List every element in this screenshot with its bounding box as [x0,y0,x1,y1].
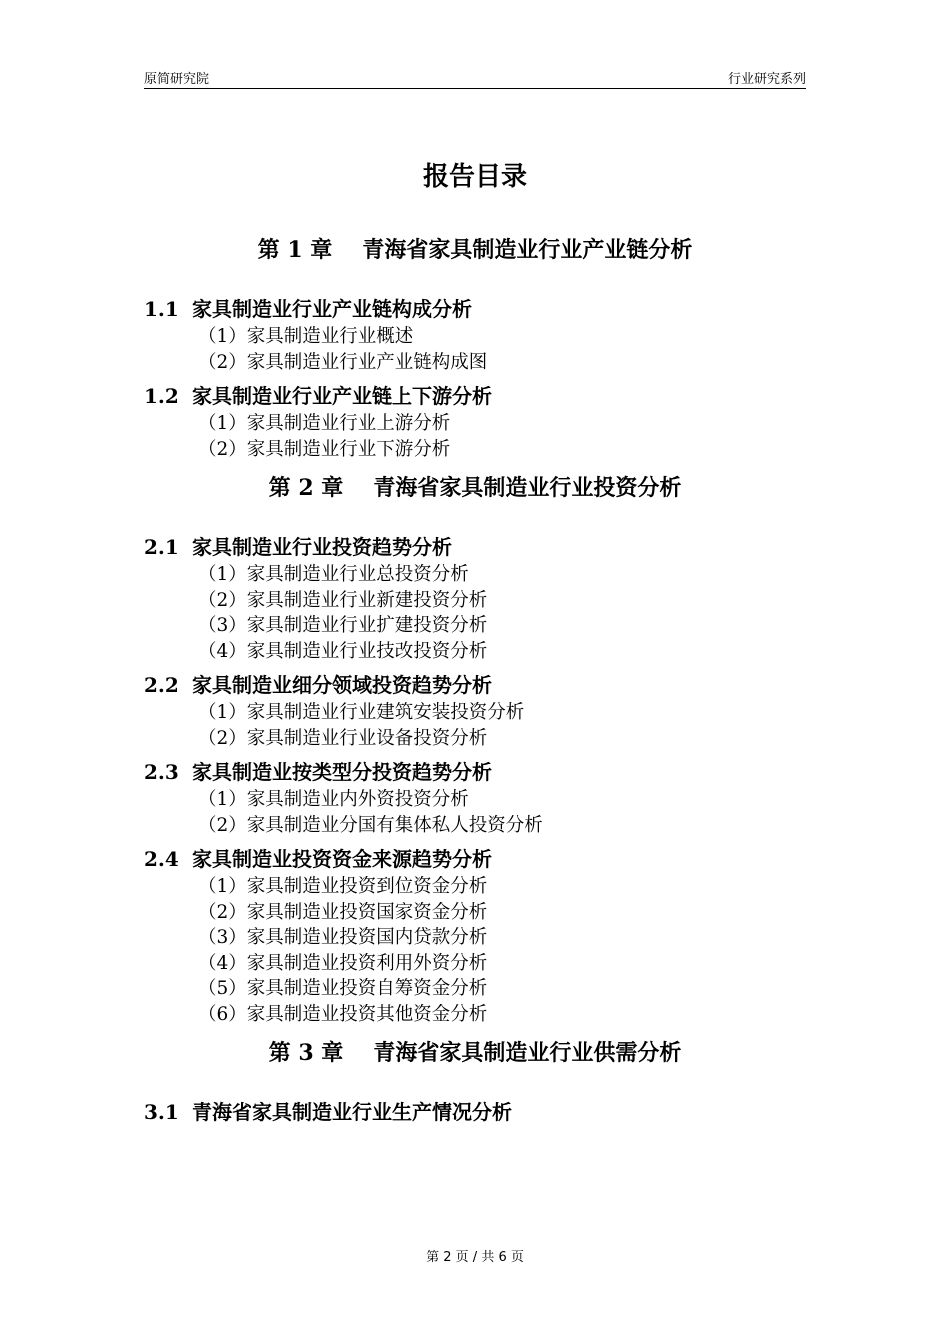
section-number: 3.1 [144,1100,179,1124]
header-series: 行业研究系列 [727,72,806,87]
section-heading [144,532,806,562]
page-title: 报告目录 [422,162,527,192]
toc-item: （2）家具制造业行业下游分析 [198,438,451,460]
toc-item: （1）家具制造业行业概述 [198,326,414,347]
section-number: 1.1 [144,297,179,321]
section-number: 1.2 [144,384,179,408]
section-heading [144,1097,806,1127]
chapter-heading [144,232,806,276]
section-title: 家具制造业细分领域投资趋势分析 [192,673,492,697]
section-number: 2.2 [144,673,179,697]
toc-item: （4）家具制造业投资利用外资分析 [198,952,488,974]
section-heading [144,294,806,324]
toc-item: （1）家具制造业行业总投资分析 [198,564,469,585]
toc-item: （2）家具制造业投资国家资金分析 [198,901,488,923]
chapter-label: 第 2 章 [268,475,344,501]
chapter-title: 青海省家具制造业行业产业链分析 [362,237,693,263]
section-heading [144,381,806,411]
chapter-title: 青海省家具制造业行业投资分析 [373,475,682,501]
section-title: 家具制造业行业产业链上下游分析 [192,384,492,408]
header-publisher: 原简研究院 [144,72,210,87]
section-title: 家具制造业行业投资趋势分析 [192,535,452,559]
toc-item: （1）家具制造业行业上游分析 [198,413,451,434]
section-number: 2.3 [144,760,179,784]
section-title: 青海省家具制造业行业生产情况分析 [192,1100,512,1124]
chapter-heading [144,1035,806,1079]
section-number: 2.4 [144,847,179,871]
section-number: 2.1 [144,535,179,559]
page-header [144,66,806,89]
toc-item: （3）家具制造业投资国内贷款分析 [198,927,488,948]
toc-item: （2）家具制造业行业新建投资分析 [198,589,488,611]
chapter-label: 第 1 章 [257,237,333,263]
page-footer: 第 2 页 / 共 6 页 [426,1250,524,1265]
toc-item: （2）家具制造业行业产业链构成图 [198,351,488,373]
toc-item: （1）家具制造业行业建筑安装投资分析 [198,702,525,723]
chapter-heading [144,470,806,514]
section-heading [144,670,806,700]
section-title: 家具制造业行业产业链构成分析 [192,297,472,321]
toc-item: （1）家具制造业内外资投资分析 [198,789,469,810]
toc-item: （4）家具制造业行业技改投资分析 [198,640,488,662]
chapter-title: 青海省家具制造业行业供需分析 [373,1040,682,1066]
toc-item: （5）家具制造业投资自筹资金分析 [198,978,488,999]
toc-item: （3）家具制造业行业扩建投资分析 [198,615,488,636]
toc-item: （2）家具制造业行业设备投资分析 [198,727,488,749]
section-title: 家具制造业投资资金来源趋势分析 [192,847,492,871]
toc-item: （6）家具制造业投资其他资金分析 [198,1003,488,1025]
table-of-contents [144,232,806,1127]
toc-item: （2）家具制造业分国有集体私人投资分析 [198,814,543,836]
section-heading [144,844,806,874]
section-heading [144,757,806,787]
toc-item: （1）家具制造业投资到位资金分析 [198,876,488,897]
chapter-label: 第 3 章 [268,1040,344,1066]
section-title: 家具制造业按类型分投资趋势分析 [192,760,492,784]
